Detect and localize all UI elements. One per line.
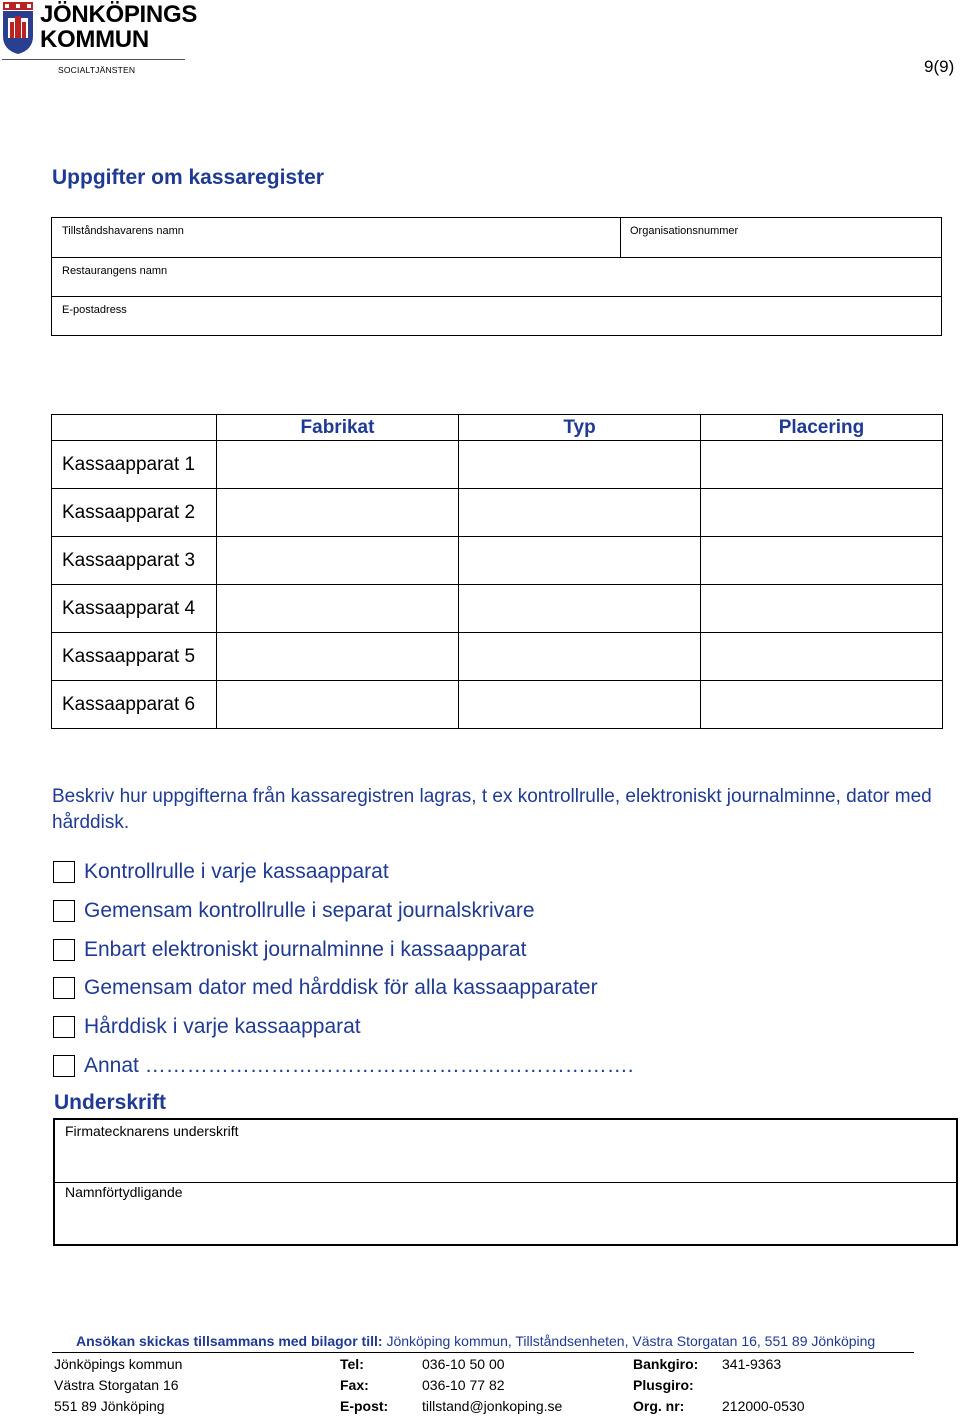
jonkopings-kommun-logo xyxy=(2,1,198,76)
row-label: Kassaapparat 5 xyxy=(52,633,217,681)
placering-cell[interactable] xyxy=(701,633,943,681)
logo-text-kommun: KOMMUN xyxy=(40,26,149,53)
table-row xyxy=(52,633,943,681)
footer-email-label: E-post: xyxy=(340,1398,389,1414)
row-label: Kassaapparat 2 xyxy=(52,489,217,537)
footer-divider xyxy=(52,1352,914,1353)
footer-plusgiro-label: Plusgiro: xyxy=(633,1377,694,1393)
signature-box xyxy=(53,1118,958,1246)
footer-tel-label: Tel: xyxy=(340,1356,364,1372)
describe-instruction: Beskriv hur uppgifterna från kassaregistren lagras, t ex kontrollrulle, elektroniskt journalminne, dator med hårddisk. xyxy=(52,786,932,833)
send-instructions xyxy=(76,1333,875,1349)
footer-org-name: Jönköpings kommun xyxy=(54,1356,183,1372)
footer-orgnr-value: 212000-0530 xyxy=(722,1398,805,1414)
checkbox[interactable] xyxy=(53,861,75,883)
fabrikat-cell[interactable] xyxy=(217,441,459,489)
restaurant-row xyxy=(52,258,941,297)
section-title: Uppgifter om kassaregister xyxy=(52,166,324,189)
table-header-row xyxy=(52,415,943,441)
column-header-placering: Placering xyxy=(701,415,943,441)
footer-fax-value: 036-10 77 82 xyxy=(422,1377,505,1393)
table-row xyxy=(52,681,943,729)
fabrikat-cell[interactable] xyxy=(217,489,459,537)
row-label: Kassaapparat 6 xyxy=(52,681,217,729)
fabrikat-cell[interactable] xyxy=(217,537,459,585)
applicant-info-box xyxy=(51,217,942,336)
option-label: Hårddisk i varje kassaapparat xyxy=(84,1015,361,1038)
placering-cell[interactable] xyxy=(701,681,943,729)
fabrikat-cell[interactable] xyxy=(217,681,459,729)
checkbox[interactable] xyxy=(53,939,75,961)
page-number: 9(9) xyxy=(924,57,955,76)
annat-text: Annat xyxy=(84,1054,139,1077)
typ-cell[interactable] xyxy=(459,681,701,729)
corner-cell xyxy=(52,415,217,441)
org-number-field[interactable]: Organisationsnummer xyxy=(630,225,739,237)
footer-street: Västra Storgatan 16 xyxy=(54,1377,179,1393)
logo-subtitle: SOCIALTJÄNSTEN xyxy=(58,65,136,75)
row-label: Kassaapparat 4 xyxy=(52,585,217,633)
logo-text-jonkopings: JÖNKÖPINGS xyxy=(40,1,198,28)
email-field[interactable]: E-postadress xyxy=(62,304,127,316)
coat-of-arms-icon xyxy=(2,2,34,54)
footer-bankgiro-label: Bankgiro: xyxy=(633,1356,699,1372)
table-row xyxy=(52,441,943,489)
placering-cell[interactable] xyxy=(701,489,943,537)
checkbox[interactable] xyxy=(53,1055,75,1077)
footer-tel-value: 036-10 50 00 xyxy=(422,1356,505,1372)
typ-cell[interactable] xyxy=(459,441,701,489)
column-header-typ: Typ xyxy=(459,415,701,441)
typ-cell[interactable] xyxy=(459,537,701,585)
column-divider xyxy=(620,218,621,258)
signature-row[interactable] xyxy=(55,1120,956,1183)
option-label: Gemensam dator med hårddisk för alla kassaapparater xyxy=(84,976,598,999)
typ-cell[interactable] xyxy=(459,585,701,633)
signer-label: Firmatecknarens underskrift xyxy=(65,1123,239,1139)
table-row xyxy=(52,537,943,585)
annat-fill-line[interactable]: ……………………………………………………………. xyxy=(144,1054,634,1077)
footer-fax-label: Fax: xyxy=(340,1377,369,1393)
footer-city: 551 89 Jönköping xyxy=(54,1398,165,1414)
typ-cell[interactable] xyxy=(459,489,701,537)
fabrikat-cell[interactable] xyxy=(217,585,459,633)
table-row xyxy=(52,489,943,537)
table-row xyxy=(52,585,943,633)
checkbox[interactable] xyxy=(53,1016,75,1038)
send-instructions-bold: Ansökan skickas tillsammans med bilagor till: xyxy=(76,1333,383,1349)
email-row xyxy=(52,297,941,336)
row-label: Kassaapparat 3 xyxy=(52,537,217,585)
footer-orgnr-label: Org. nr: xyxy=(633,1398,685,1414)
fabrikat-cell[interactable] xyxy=(217,633,459,681)
placering-cell[interactable] xyxy=(701,441,943,489)
footer-bankgiro-value: 341-9363 xyxy=(722,1356,782,1372)
option-label: Enbart elektroniskt journalminne i kassaapparat xyxy=(84,938,527,961)
typ-cell[interactable] xyxy=(459,633,701,681)
checkbox[interactable] xyxy=(53,977,75,999)
row-label: Kassaapparat 1 xyxy=(52,441,217,489)
signature-title: Underskrift xyxy=(54,1091,167,1114)
placering-cell[interactable] xyxy=(701,585,943,633)
name-clarification-label: Namnförtydligande xyxy=(65,1184,183,1200)
placering-cell[interactable] xyxy=(701,537,943,585)
register-table xyxy=(51,414,943,729)
option-label: Kontrollrulle i varje kassaapparat xyxy=(84,860,389,883)
holder-row xyxy=(52,218,941,258)
column-header-fabrikat: Fabrikat xyxy=(217,415,459,441)
option-label xyxy=(84,1054,634,1078)
holder-name-field[interactable]: Tillståndshavarens namn xyxy=(62,225,184,237)
logo-divider xyxy=(2,59,185,60)
checkbox[interactable] xyxy=(53,900,75,922)
send-instructions-address: Jönköping kommun, Tillståndsenheten, Västra Storgatan 16, 551 89 Jönköping xyxy=(382,1333,876,1349)
option-label: Gemensam kontrollrulle i separat journalskrivare xyxy=(84,899,535,922)
footer-email-value[interactable]: tillstand@jonkoping.se xyxy=(422,1398,563,1414)
restaurant-name-field[interactable]: Restaurangens namn xyxy=(62,265,168,277)
